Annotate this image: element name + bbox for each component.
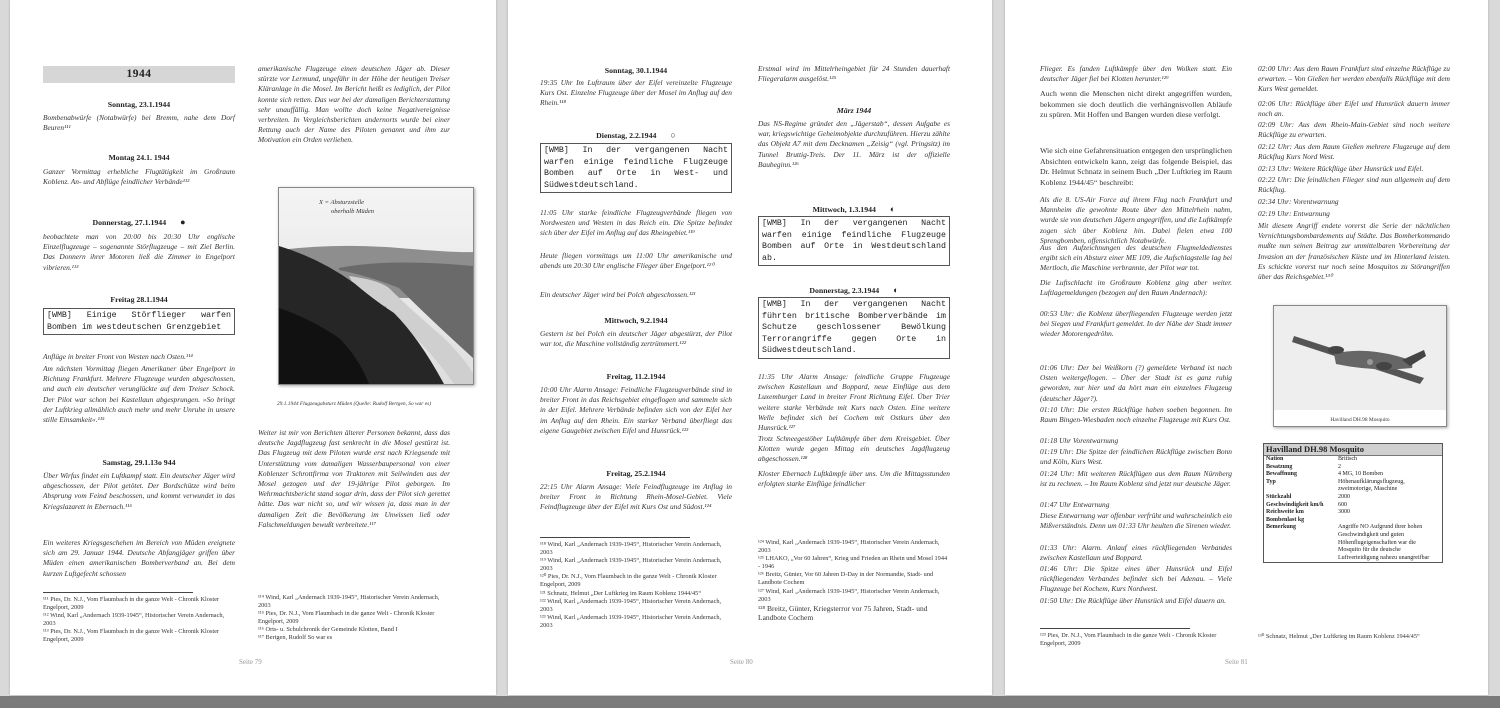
chronicle-paragraph: Mit diesem Angriff endete vorerst die Serie der nächtlichen Vernichtungsbombardements auf Städte. Das Bomberkommando mußte nun seinen Beitrag zur unmittelbaren Vorbereitung der Invasion an der französischen Küste und im Hinterland leisten. Es schickte vorerst nur noch seine Mosquitos zu Störangriffen über das Reichsgebiet.¹³⁰: [1258, 221, 1450, 282]
footnote: ¹²² Wind, Karl „Andernach 1939-1945“, Historischer Verein Andernach, 2003: [540, 597, 722, 613]
date-heading: [43, 295, 235, 305]
heading-text: Donnerstag, 2.3.1944: [809, 286, 880, 295]
spec-value: 2000: [1338, 493, 1350, 500]
spec-row: [1264, 471, 1442, 479]
date-heading: [758, 204, 950, 215]
spec-key: Nation: [1266, 456, 1284, 462]
document-page: [10, 0, 496, 695]
heading-text: Mittwoch, 9.2.1944: [604, 316, 668, 325]
chronicle-paragraph: Diese Entwarnung war offenbar verfrüht und wahrscheinlich ein Mißverständnis. Denn um 01:33 Uhr heulten die Sirenen wieder.: [1040, 511, 1232, 531]
chronicle-paragraph: Flieger. Es fanden Luftkämpfe über den Wolken statt. Ein deutscher Jäger fiel bei Klotten herunter.¹²⁹: [1040, 64, 1232, 84]
document-page: [1005, 0, 1488, 695]
footnotes: [1040, 628, 1232, 648]
chronicle-paragraph: Bombenabwürfe (Notabwürfe) bei Bremm, nahe dem Dorf Beuren¹¹¹: [43, 113, 235, 133]
chronicle-paragraph: 01:24 Uhr: Mit weiteren Rückflügen aus dem Raum Nürnberg ist zu rechnen. – Im Raum Koblenz sind jetzt nur deutsche Jäger.: [1040, 469, 1232, 489]
chronicle-paragraph: Ein deutscher Jäger wird bei Polch abgeschossen.¹²¹: [540, 290, 696, 299]
chronicle-paragraph: Über Wirfus findet ein Luftkampf statt. Ein deutscher Jäger wird abgeschossen, der Pilot getötet. Der Bordschütze wird beim Absprung vom Feind beschossen, und kommt verwundet in das Kriegslazarett in Ebernach.¹¹⁶: [43, 471, 235, 511]
chronicle-paragraph: 02:06 Uhr: Rückflüge über Eifel und Hunsrück dauern immer noch an.: [1258, 99, 1450, 119]
heading-text: Donnerstag, 27.1.1944: [92, 218, 167, 227]
wehrmacht-report-box: [WMB] In der vergangenen Nacht führten britische Bomberverbände im Schutze geschlossener Bewölkung Terrorangriffe gegen Orte in Südwestdeutschland.: [758, 297, 950, 359]
chronicle-paragraph: beobachtete man von 20:00 bis 20:30 Uhr englische Einzelflugzeuge – sogenannte Störflugzeuge – mit Ziel Berlin. Das Donnern ihrer Motoren ließ die Zimmer in Engelport vibrieren.¹¹³: [43, 232, 235, 272]
chronicle-paragraph: 01:47 Uhr Entwarnung: [1040, 500, 1110, 509]
spec-row: [1264, 456, 1442, 464]
chronicle-paragraph: 02:13 Uhr: Weitere Rückflüge über Hunsrück und Eifel.: [1258, 164, 1424, 173]
chronicle-paragraph: 01:46 Uhr: Die Spitze eines über Hunsrück und Eifel rückfliegenden Verbandes befindet sich bei Adenau. – Viele Flugzeuge bei Kochem, Kurs Nordwest.: [1040, 564, 1232, 594]
page-number: Seite 80: [730, 658, 753, 666]
spec-value: 2: [1338, 463, 1341, 470]
full-moon-icon: ●: [180, 217, 186, 227]
spec-key: Reichweite km: [1266, 509, 1304, 516]
spec-value: 600: [1338, 501, 1347, 508]
svg-text:x: x: [383, 304, 387, 312]
spec-value: Angriffe NO Aufgrund ihrer hohen Geschwindigkeit und guten Höhenflugeigenschaften war die Mosquito für die deutsche Luftverteidigung nahezu unangreifbar: [1338, 524, 1430, 561]
footnote: ¹²⁴ Wind, Karl „Andernach 1939-1945“, Historischer Verein Andernach, 2003: [758, 539, 940, 555]
chronicle-paragraph: Die Luftschlacht im Großraum Koblenz ging aber weiter. Luftlagemeldungen (bezogen auf den Raum Andernach):: [1040, 278, 1232, 298]
chronicle-paragraph: Das NS-Regime gründet den „Jägerstab“, dessen Aufgabe es war, kriegswichtige Geheimobjekte durchzuführen. Hierzu zählte das Objekt A7 mit dem Decknamen „Zeisig“ (vgl. Pringsitz) im Tunnel Bruttig-Treis. Der 11. März ist der offizielle Baubeginn.¹²⁶: [758, 119, 950, 169]
page-number: Seite 81: [1225, 658, 1248, 666]
spec-key: Stückzahl: [1266, 493, 1292, 500]
heading-text: Sonntag, 30.1.1944: [604, 66, 668, 75]
footnotes: [43, 592, 235, 645]
chronicle-paragraph: 01:18 Uhr Vorentwarnung: [1040, 436, 1119, 445]
date-heading: [43, 458, 235, 468]
spec-value: Höhenaufklärungsflugzeug, zweimotorige, Maschine: [1338, 478, 1405, 493]
viewer-status-band: [0, 696, 1500, 708]
aircraft-spec-table: [1263, 443, 1443, 563]
chronicle-paragraph: 11:35 Uhr Alarm Ansage: feindliche Gruppe Flugzeuge zwischen Kastellaun und Boppard, neue Einflüge aus dem Luxemburger Land in breiter Front Richtung Eifel. Über Trier weitere starke Verbände mit Kurs nach Osten. Eine weitere Welle befindet sich bei Cochem mit Ostkurs über den Hunsrück.¹²⁷: [758, 372, 950, 433]
footnote: ¹¹³ Pies, Dr. N.J., Vom Flaumbach in die ganze Welt - Chronik Kloster Engelport, 2009: [43, 628, 220, 644]
chronicle-paragraph: 02:00 Uhr: Aus dem Raum Frankfurt sind einzelne Rückflüge zu erwarten. – Von Gießen her werden ebenfalls Rückflüge mit dem Kurs West gemeldet.: [1258, 64, 1450, 94]
chronicle-paragraph: Anflüge in breiter Front von Westen nach Osten.¹¹⁴: [43, 352, 193, 361]
chronicle-paragraph: amerikanische Flugzeuge einen deutschen Jäger ab. Dieser stürzte vor Lermund, ungefähr in der Höhe der heutigen Treiser Kläranlage in die Mosel. Im Bericht heißt es lediglich, der Pilot konnte sich retten. Das war bei der damaligen Berichterstattung sehr unauffällig. Man wollte doch keine Negativereignisse verbreiten. In Vergleichsberichten andernorts wurde bei einer Rettung auch der Name des Piloten genannt und ihm zur Motivation ein Orden verliehen.: [258, 64, 450, 145]
footnote: ¹¹⁹ Wind, Karl „Andernach 1939-1945“, Historischer Verein Andernach, 2003: [540, 557, 722, 573]
date-heading: [43, 100, 235, 110]
chronicle-paragraph: 22:15 Uhr Alarm Ansage: Viele Feindflugzeuge im Anflug in breiter Front in Richtung Rhein-Mosel-Gebiet. Viele Feindflugzeuge über der Eifel mit Kurs Ost und Südost.¹²⁴: [540, 482, 732, 512]
footnote: ¹¹⁶ Orts- u. Schulchronik der Gemeinde Klotten, Band I: [258, 626, 398, 634]
chronicle-paragraph: Am nächsten Vormittag fliegen Amerikaner über Engelport in Richtung Frankfurt. Mehrere Flugzeuge wurden abgeschossen, und auch ein deutscher verunglückte auf dem Treiser Schock. Der Pilot war schon bei Kastellaun abgesprungen. »So bringt der Luftkrieg allmählich auch mehr und mehr Unruhe in unsere stille Einsamkeit«.¹¹⁵: [43, 364, 235, 425]
spec-row: [1264, 502, 1442, 510]
spec-key: Bewaffnung: [1266, 471, 1298, 478]
chronicle-paragraph: 19:35 Uhr Im Luftraum über der Eifel vereinzelte Flugzeuge Kurs Ost. Einzelne Flugzeuge über der Mosel im Anflug auf den Rhein.¹¹⁸: [540, 78, 732, 108]
heading-text: Freitag, 25.2.1944: [606, 469, 666, 478]
footnote: ¹¹⁸ Wind, Karl „Andernach 1939-1945“, Historischer Verein Andernach, 2003: [540, 541, 722, 557]
chronicle-paragraph: 01:10 Uhr: Die ersten Rückflüge haben soeben begonnen. Im Raum Bingen-Wiesbaden noch einzelne Flugzeuge mit Kurs Ost.: [1040, 405, 1232, 425]
chronicle-paragraph: 02:34 Uhr: Vorentwarnung: [1258, 197, 1339, 206]
chronicle-paragraph: Als die 8. US-Air Force auf ihrem Flug nach Frankfurt und Mannheim die gewohnte Route über den Mittelrhein nahm, wurde sie von deutschen Jägern angegriffen, und die Luftkämpfe zogen sich über Koblenz hin. Dabei fielen etwa 100 Sprengbomben, offensichtlich Notabwürfe.: [1040, 195, 1232, 245]
year-title: 1944: [43, 66, 235, 83]
footnotes: [1258, 633, 1450, 641]
footnote: ¹²⁶ Breitz, Günter, Vor 60 Jahren D-Day in der Normandie, Stadt- und Landbote Cochem: [758, 571, 934, 587]
body-paragraph: Wie sich eine Gefahrensituation entgegen den ursprünglichen Absichten entwickeln kann, zeigt das folgende Beispiel, das Dr. Helmut Schnatz in seinem Buch „Der Luftkrieg im Raum Koblenz 1944/45“ beschreibt:: [1040, 146, 1232, 188]
footnote: ¹²⁰ Pies, Dr. N.J., Vom Flaumbach in die ganze Welt - Chronik Kloster Engelport, 2009: [540, 573, 717, 589]
chronicle-paragraph: Trotz Schneegestöber Luftkämpfe über dem Kreisgebiet. Über Klotten wurde gegen Mittag ein deutsches Jagdflugzeug abgeschossen.¹²⁸: [758, 434, 950, 464]
footnote: ¹²⁵ LHAKO, „Vor 60 Jahren“, Krieg und Frieden an Rhein und Mosel 1944 - 1946: [758, 555, 948, 571]
footnotes: [758, 539, 950, 623]
date-heading: [540, 66, 732, 76]
spec-row: [1264, 479, 1442, 494]
chronicle-paragraph: 11:05 Uhr starke feindliche Flugzeugverbände fliegen von Nordwesten und Westen in das Reich ein. Die Spitze befindet sich über der Eifel im Anflug auf das Rheingebiet.¹¹⁹: [540, 208, 732, 238]
spec-table-title: Havilland DH.98 Mosquito: [1264, 444, 1442, 456]
footnote-divider: [43, 592, 193, 593]
footnote: ¹²⁹ Pies, Dr. N.J., Vom Flaumbach in die ganze Welt - Chronik Kloster Engelport, 2009: [1040, 632, 1217, 648]
chronicle-paragraph: Kloster Ebernach Luftkämpfe über uns. Um die Mittagsstunden erfolgten starke Einflüge feindlicher: [758, 469, 950, 489]
mosquito-aircraft-photo: [1273, 305, 1447, 427]
chronicle-paragraph: 01:50 Uhr: Die Rückflüge über Hunsrück und Eifel dauern an.: [1040, 596, 1226, 605]
footnote: ¹²⁷ Wind, Karl „Andernach 1939-1945“, Historischer Verein Andernach, 2003: [758, 587, 940, 603]
half-moon-icon: ◐: [889, 204, 896, 214]
moselle-valley-photo: [278, 187, 474, 385]
svg-text:oberhalb Müden: oberhalb Müden: [331, 208, 375, 215]
chronicle-paragraph: Aus den Aufzeichnungen des deutschen Flugmeldedienstes ergibt sich ein Absturz einer ME 109, die Aufschlagstelle lag bei Mertloch, die Maschine verbrannte, der Pilot war tot.: [1040, 243, 1232, 273]
spec-row: [1264, 464, 1442, 472]
chronicle-paragraph: 02:12 Uhr: Aus dem Raum Gießen mehrere Flugzeuge auf dem Rückflug Kurs Nord West.: [1258, 142, 1450, 162]
chronicle-paragraph: Ein weiteres Kriegsgeschehen im Bereich von Müden ereignete sich am 29. Januar 1944. Deutsche Abfangjäger griffen über Müden einen amerikanischen Bomberverband an. Bei dem kurzen Luftgefecht schossen: [43, 538, 235, 578]
chronicle-paragraph: Gestern ist bei Polch ein deutscher Jäger abgestürzt, der Pilot war tot, die Maschine vollständig zertrümmert.¹²²: [540, 329, 732, 349]
chronicle-paragraph: 02:19 Uhr: Entwarnung: [1258, 209, 1330, 218]
page-number: Seite 79: [239, 658, 262, 666]
spec-value: 4 MG, 10 Bomben: [1338, 471, 1383, 478]
date-heading: [540, 130, 732, 141]
footnotes: [258, 594, 450, 643]
spec-row: [1264, 509, 1442, 517]
footnote: ¹³⁰ Schnatz, Helmut „Der Luftkrieg im Raum Koblenz 1944/45“: [1258, 633, 1420, 640]
spec-key: Besatzung: [1266, 463, 1293, 470]
date-heading: [540, 469, 732, 479]
footnotes: [540, 537, 732, 630]
spec-key: Geschwindigkeit km/h: [1266, 501, 1324, 508]
date-heading: [43, 217, 235, 228]
footnote: ¹¹⁷ Bertgen, Rudolf So war es: [258, 634, 333, 642]
date-heading: [758, 285, 950, 296]
footnote-divider: [540, 537, 690, 538]
heading-text: Mittwoch, 1.3.1944: [812, 205, 876, 214]
footnote: ¹²⁸ Breitz, Günter, Kriegsterror vor 75 Jahren, Stadt- und Landbote Cochem: [758, 603, 928, 623]
date-heading: [540, 316, 732, 326]
spec-value: 3000: [1338, 509, 1350, 516]
footnote: ¹¹⁴ Wind, Karl „Andernach 1939-1945“, Historischer Verein Andernach, 2003: [258, 594, 440, 610]
chronicle-paragraph: 02:22 Uhr: Die feindlichen Flieger sind nun allgemein auf dem Rückflug.: [1258, 175, 1450, 195]
chronicle-paragraph: 01:19 Uhr: Die Spitze der feindlichen Rückflüge zwischen Bonn und Köln, Kurs West.: [1040, 447, 1232, 467]
heading-text: Sonntag, 23.1.1944: [107, 100, 171, 109]
new-moon-icon: ○: [670, 130, 676, 140]
chronicle-paragraph: Heute fliegen vormittags um 11:00 Uhr amerikanische und abends um 20:30 Uhr englische Flieger über Engelport.¹²⁰: [540, 251, 732, 271]
chronicle-paragraph: Weiter ist mir von Berichten älterer Personen bekannt, dass das deutsche Jagdflugzeug fast senkrecht in die Mosel gestürzt ist. Das Flugzeug mit dem Piloten wurde erst nach Kriegsende mit Unterstützung vom damaligen Wasserbaupersonal von einer Koblenzer Schrottfirma von Traktoren mit Seilwinden aus der Mosel gezogen und der 19-jährige Pilot geborgen. Im Wehrmachtsbericht stand sogar drin, dass der Pilot sich gerettet hätte. Das war nicht so, und wir wissen ja, dass man in der damaligen Zeit die Bevölkerung im Unwissen ließ oder Falschmeldungen bewußt verbreitete.¹¹⁷: [258, 428, 450, 529]
heading-text: Montag 24.1. 1944: [108, 153, 170, 162]
footnote: ¹²¹ Schnatz, Helmut „Der Luftkrieg im Raum Koblenz 1944/45“: [540, 589, 702, 597]
half-moon-icon: ◐: [893, 285, 899, 295]
footnote: ¹²³ Wind, Karl „Andernach 1939-1945“, Historischer Verein Andernach, 2003: [540, 613, 722, 629]
chronicle-paragraph: 01:06 Uhr: Der bei Weißkorn (?) gemeldete Verband ist nach Osten weitergeflogen. – Über der Stadt ist es ganz ruhig geworden, nur hier und da hört man ein einzelnes Flugzeug (deutscher Jäger?).: [1040, 363, 1232, 403]
footnote: ¹¹¹ Pies, Dr. N.J., Vom Flaumbach in die ganze Welt - Chronik Kloster Engelport, 2009: [43, 596, 220, 612]
photo-caption: 29.1.1944 Flugzeugabsturz Müden (Quelle: Rudolf Bertgen, So war es): [276, 401, 432, 407]
heading-text: Freitag 28.1.1944: [110, 295, 168, 304]
photo-caption: Havilland DH.98 Mosquito: [1330, 417, 1390, 423]
moselle-valley-image: [279, 188, 473, 384]
heading-text: März 1944: [836, 106, 872, 115]
svg-text:X = Absturzstelle: X = Absturzstelle: [319, 199, 365, 206]
chronicle-paragraph: Ganzer Vormittag erhebliche Flugtätigkeit im Großraum Koblenz. An- und Abflüge feindlicher Verbände¹¹²: [43, 167, 235, 187]
wehrmacht-report-box: [WMB] Einige Störflieger warfen Bomben im westdeutschen Grenzgebiet: [43, 308, 235, 335]
spec-row: [1264, 494, 1442, 502]
date-heading: [43, 153, 235, 163]
date-heading: [758, 106, 950, 116]
date-heading: [540, 372, 732, 382]
spec-key: Typ: [1266, 478, 1276, 485]
spec-row: [1264, 524, 1442, 562]
chronicle-paragraph: 02:09 Uhr: Aus dem Rhein-Main-Gebiet sind noch weitere Rückflüge zu erwarten.: [1258, 120, 1450, 140]
mosquito-aircraft-image: [1274, 306, 1446, 410]
body-paragraph: Auch wenn die Menschen nicht direkt angegriffen wurden, bekommen sie doch deutlich die verhängnisvollen Abläufe zu spüren. Mit Hoffen und Bangen wurden diese verfolgt.: [1040, 89, 1232, 120]
spec-value: Britisch: [1338, 456, 1357, 462]
heading-text: Dienstag, 2.2.1944: [596, 131, 657, 140]
spec-key: Bemerkung: [1266, 524, 1296, 531]
chronicle-paragraph: 10:00 Uhr Alarm Ansage: Feindliche Flugzeugverbände sind in breiter Front in das Reichsgebiet eingeflogen und sammeln sich in der Eifel. Mehrere Verbände befinden sich von der Eifel her im Anflug auf den Rhein. Ein starker Verband überfliegt das eigene Gaugebiet zwischen Eifel und Hunsrück.¹²³: [540, 385, 732, 435]
footnote-divider: [1040, 628, 1190, 629]
footnote: ¹¹⁵ Pies, Dr. N.J., Vom Flaumbach in die ganze Welt - Chronik Kloster Engelport, 2009: [258, 610, 435, 626]
footnote: ¹¹² Wind, Karl „Andernach 1939-1945“, Historischer Verein Andernach, 2003: [43, 612, 225, 628]
chronicle-paragraph: 01:33 Uhr: Alarm. Anlauf eines rückfliegenden Verbandes zwischen Kastellaun und Boppard.: [1040, 543, 1232, 563]
chronicle-paragraph: 00:53 Uhr: die Koblenz überfliegenden Flugzeuge werden jetzt bei Siegen und Frankfurt gemeldet. In der Nähe der Stadt immer wieder Motorengedröhn.: [1040, 309, 1232, 339]
heading-text: Freitag, 11.2.1944: [606, 372, 666, 381]
document-page: [508, 0, 992, 695]
wehrmacht-report-box: [WMB] In der vergangenen Nacht warfen einige feindliche Flugzeuge Bomben auf Orte in West- und Südwestdeutschland.: [540, 143, 732, 193]
spec-key: Bombenlast kg: [1266, 516, 1305, 523]
chronicle-paragraph: Erstmal wird im Mittelrheingebiet für 24 Stunden dauerhaft Fliegeralarm ausgelöst.¹²⁵: [758, 64, 950, 84]
heading-text: Samstag, 29.1.13o 944: [102, 458, 176, 467]
wehrmacht-report-box: [WMB] In der vergangenen Nacht warfen einige feindliche Flugzeuge Bomben auf Orte in Westdeutschland ab.: [758, 216, 950, 266]
